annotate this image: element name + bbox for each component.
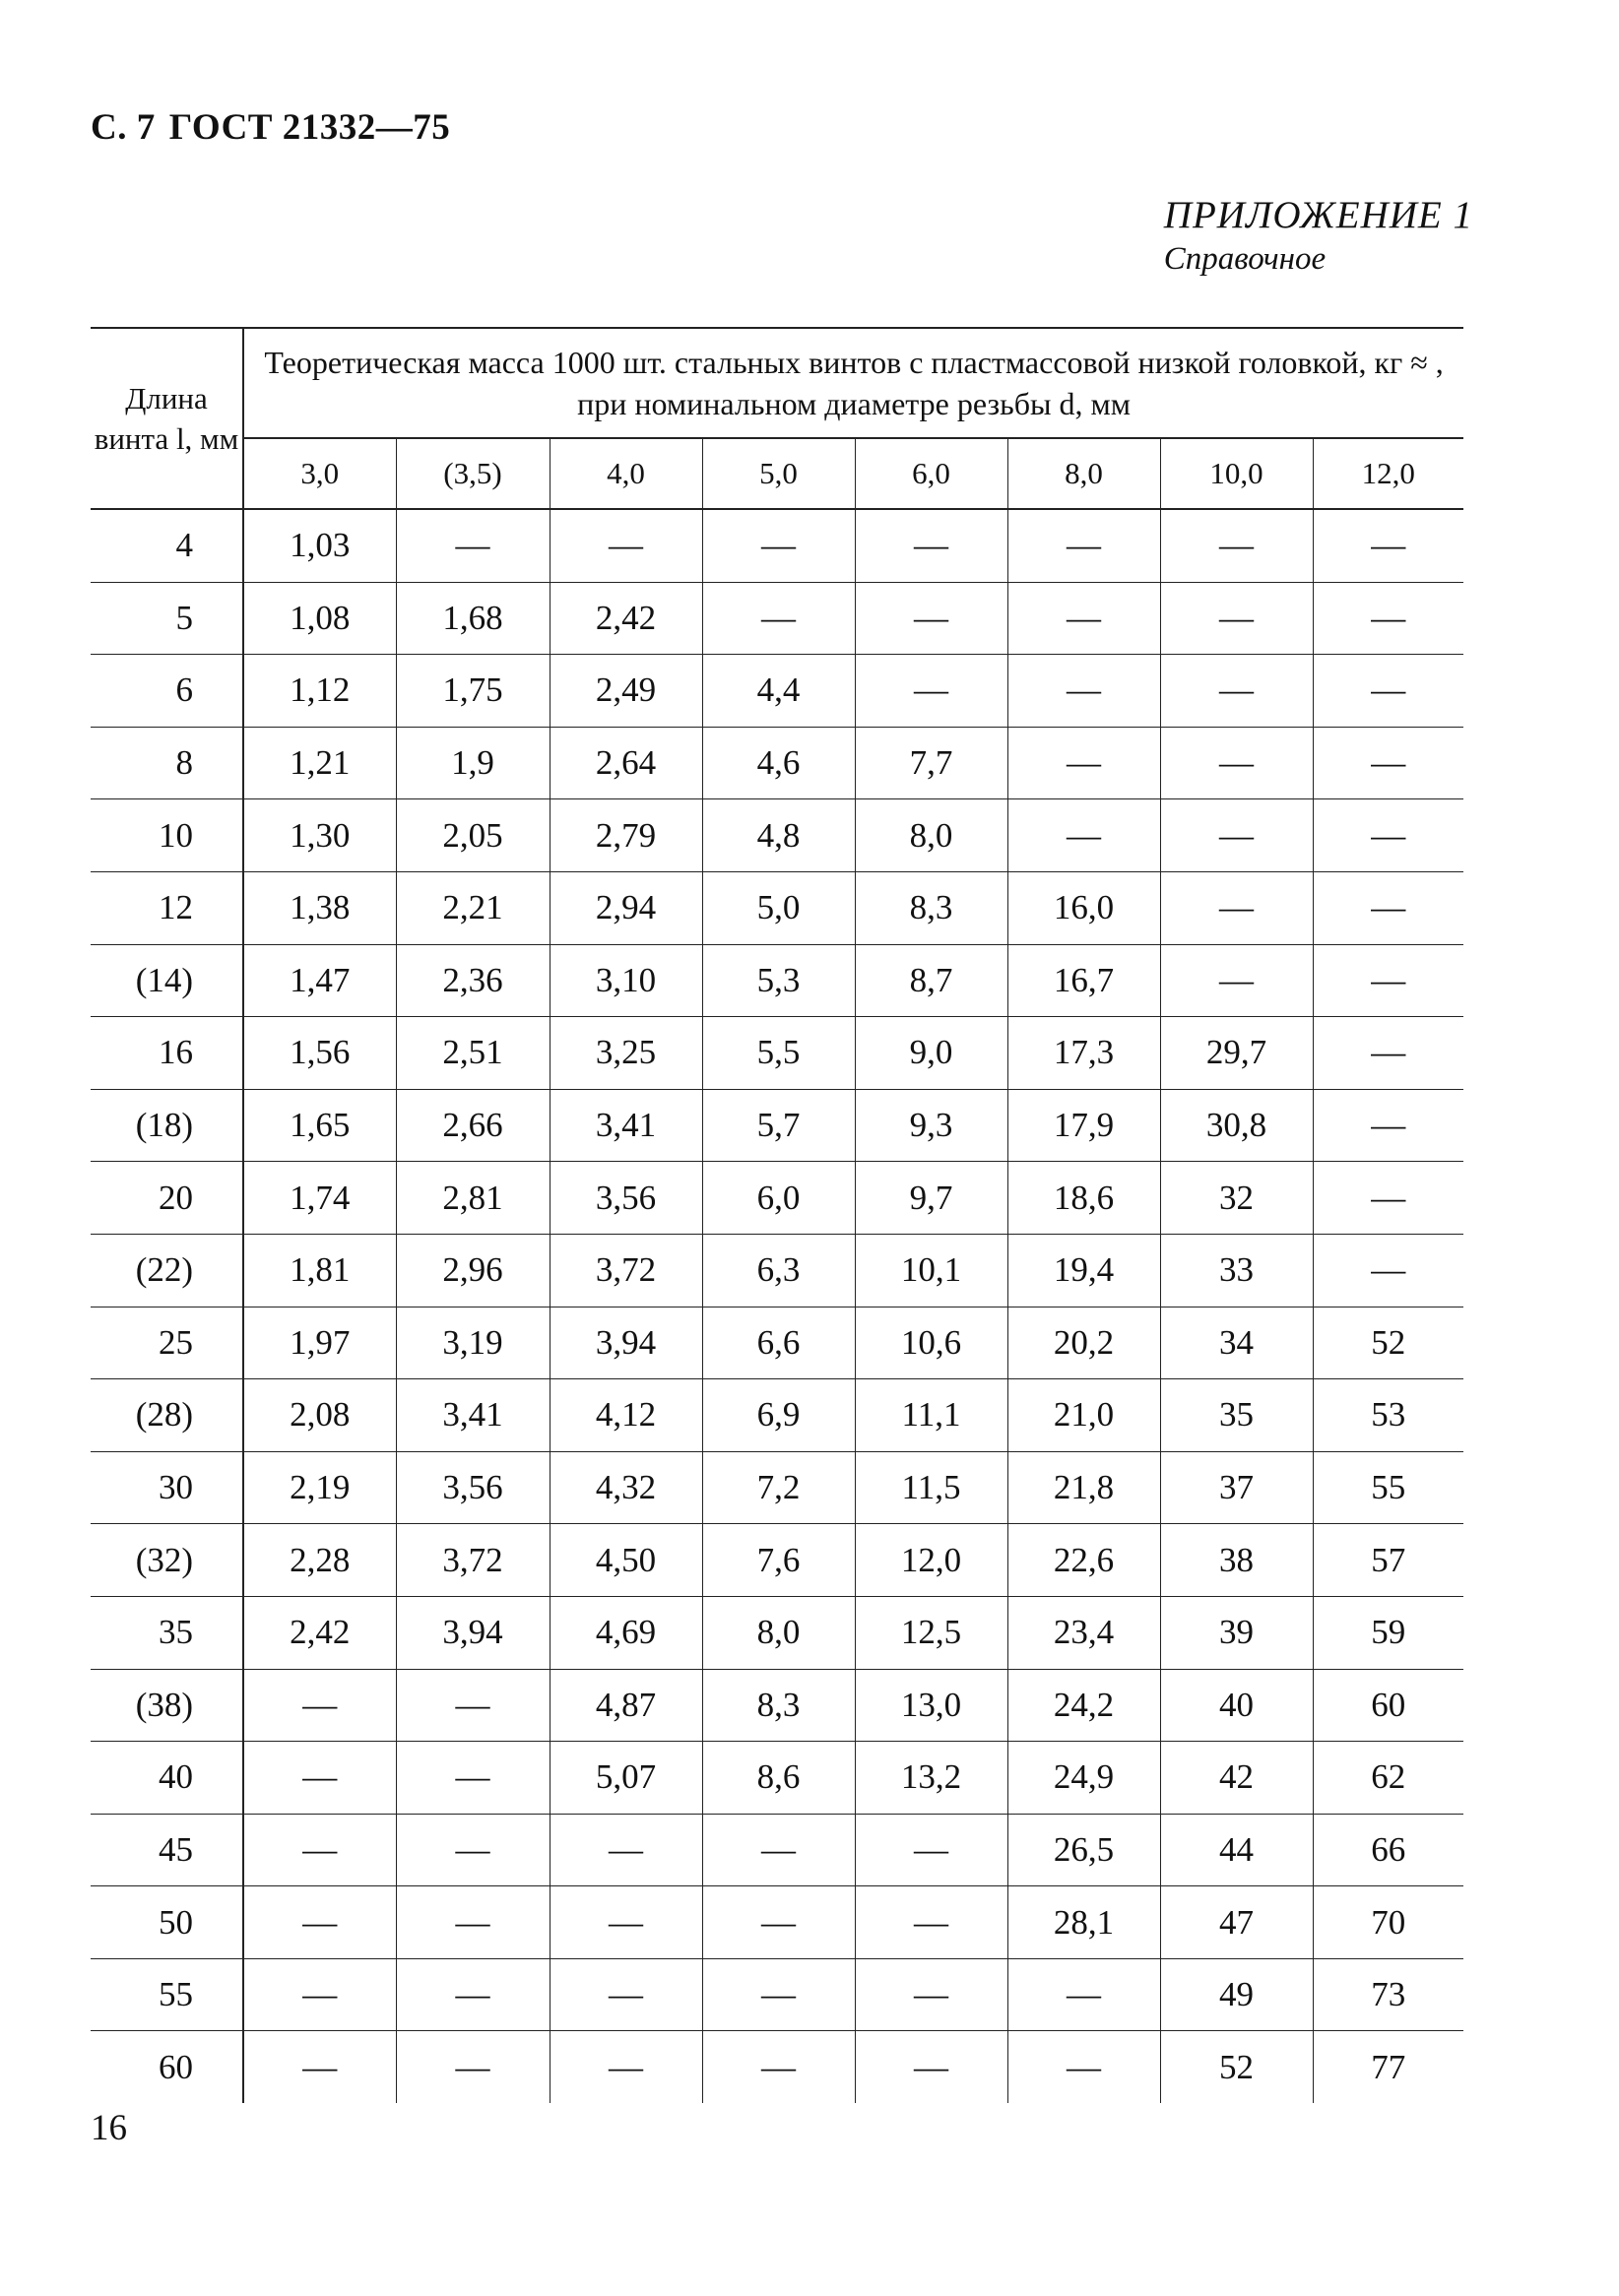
mass-cell: 23,4 <box>1007 1596 1160 1669</box>
length-cell: 5 <box>91 582 243 655</box>
mass-cell: — <box>1313 1017 1463 1090</box>
mass-cell: 8,3 <box>702 1669 855 1742</box>
mass-table <box>91 327 1463 2103</box>
mass-cell: 29,7 <box>1160 1017 1313 1090</box>
diameter-header-cell: 12,0 <box>1313 438 1463 509</box>
table-row <box>91 1162 1463 1235</box>
mass-cell: 2,79 <box>550 799 702 872</box>
mass-cell: — <box>855 1958 1007 2031</box>
mass-cell: — <box>855 509 1007 582</box>
mass-cell: 70 <box>1313 1886 1463 1959</box>
mass-cell: 26,5 <box>1007 1814 1160 1886</box>
mass-cell: 21,8 <box>1007 1451 1160 1524</box>
mass-cell: 38 <box>1160 1524 1313 1597</box>
table-row <box>91 727 1463 799</box>
mass-cell: 2,66 <box>396 1089 550 1162</box>
mass-cell: 3,19 <box>396 1307 550 1379</box>
mass-cell: — <box>243 1886 396 1959</box>
diameter-header-cell: 10,0 <box>1160 438 1313 509</box>
mass-cell: 2,49 <box>550 655 702 728</box>
length-cell: (28) <box>91 1379 243 1452</box>
mass-cell: 9,0 <box>855 1017 1007 1090</box>
table-row <box>91 1958 1463 2031</box>
mass-cell: 5,07 <box>550 1742 702 1815</box>
mass-cell: 8,6 <box>702 1742 855 1815</box>
table-row <box>91 655 1463 728</box>
mass-cell: — <box>1160 655 1313 728</box>
mass-cell: 1,65 <box>243 1089 396 1162</box>
diameter-header-row <box>91 438 1463 509</box>
mass-cell: — <box>1313 1162 1463 1235</box>
table-row <box>91 1742 1463 1815</box>
mass-cell: 10,1 <box>855 1234 1007 1307</box>
page-label: С. 7 <box>91 107 156 148</box>
mass-cell: — <box>1313 944 1463 1017</box>
mass-cell: 3,10 <box>550 944 702 1017</box>
mass-cell: — <box>1313 582 1463 655</box>
mass-cell: 5,0 <box>702 871 855 944</box>
mass-cell: 5,3 <box>702 944 855 1017</box>
mass-cell: — <box>550 1958 702 2031</box>
mass-cell: — <box>243 1958 396 2031</box>
mass-cell: 3,41 <box>550 1089 702 1162</box>
length-cell: 50 <box>91 1886 243 1959</box>
diameter-header-cell: 5,0 <box>702 438 855 509</box>
mass-cell: 19,4 <box>1007 1234 1160 1307</box>
length-cell: 55 <box>91 1958 243 2031</box>
mass-cell: 4,32 <box>550 1451 702 1524</box>
diameter-header-cell: 8,0 <box>1007 438 1160 509</box>
mass-cell: 18,6 <box>1007 1162 1160 1235</box>
mass-cell: — <box>1160 944 1313 1017</box>
mass-cell: — <box>1160 871 1313 944</box>
mass-cell: 35 <box>1160 1379 1313 1452</box>
table-row <box>91 944 1463 1017</box>
diameter-header-cell: (3,5) <box>396 438 550 509</box>
mass-cell: 1,9 <box>396 727 550 799</box>
mass-cell: 3,56 <box>550 1162 702 1235</box>
length-cell: 12 <box>91 871 243 944</box>
mass-cell: 1,30 <box>243 799 396 872</box>
mass-cell: — <box>1160 509 1313 582</box>
mass-cell: 24,9 <box>1007 1742 1160 1815</box>
standard-number: ГОСТ 21332—75 <box>168 107 451 148</box>
mass-cell: 4,87 <box>550 1669 702 1742</box>
mass-cell: 3,72 <box>550 1234 702 1307</box>
mass-cell: 1,56 <box>243 1017 396 1090</box>
mass-cell: 2,94 <box>550 871 702 944</box>
mass-cell: — <box>1313 509 1463 582</box>
mass-cell: 7,2 <box>702 1451 855 1524</box>
length-cell: 60 <box>91 2031 243 2103</box>
mass-cell: 8,7 <box>855 944 1007 1017</box>
table-row <box>91 871 1463 944</box>
length-cell: 8 <box>91 727 243 799</box>
mass-cell: — <box>855 1814 1007 1886</box>
mass-cell: — <box>243 1814 396 1886</box>
mass-cell: 12,5 <box>855 1596 1007 1669</box>
mass-cell: 1,38 <box>243 871 396 944</box>
mass-cell: 1,74 <box>243 1162 396 1235</box>
mass-cell: 4,8 <box>702 799 855 872</box>
mass-cell: 8,3 <box>855 871 1007 944</box>
mass-cell: 7,7 <box>855 727 1007 799</box>
mass-cell: — <box>1313 727 1463 799</box>
mass-cell: 12,0 <box>855 1524 1007 1597</box>
mass-cell: — <box>702 1886 855 1959</box>
mass-cell: 3,94 <box>550 1307 702 1379</box>
mass-cell: 10,6 <box>855 1307 1007 1379</box>
mass-cell: 6,9 <box>702 1379 855 1452</box>
mass-cell: 4,12 <box>550 1379 702 1452</box>
length-cell: 45 <box>91 1814 243 1886</box>
mass-cell: — <box>396 2031 550 2103</box>
mass-cell: 52 <box>1313 1307 1463 1379</box>
length-cell: 20 <box>91 1162 243 1235</box>
mass-cell: 34 <box>1160 1307 1313 1379</box>
length-cell: 10 <box>91 799 243 872</box>
mass-cell: 2,21 <box>396 871 550 944</box>
mass-cell: 2,05 <box>396 799 550 872</box>
table-row <box>91 509 1463 582</box>
mass-cell: 73 <box>1313 1958 1463 2031</box>
mass-cell: 37 <box>1160 1451 1313 1524</box>
mass-cell: 49 <box>1160 1958 1313 2031</box>
page-header <box>91 106 464 149</box>
mass-cell: — <box>1007 799 1160 872</box>
table-row <box>91 1596 1463 1669</box>
appendix-title: ПРИЛОЖЕНИЕ 1 <box>1163 194 1473 236</box>
page-number: 16 <box>91 2108 127 2148</box>
mass-cell: — <box>396 1814 550 1886</box>
length-cell: 6 <box>91 655 243 728</box>
mass-cell: — <box>1313 1089 1463 1162</box>
mass-cell: — <box>550 1886 702 1959</box>
length-cell: (22) <box>91 1234 243 1307</box>
mass-cell: — <box>1313 1234 1463 1307</box>
diameter-header-cell: 3,0 <box>243 438 396 509</box>
mass-cell: 44 <box>1160 1814 1313 1886</box>
mass-cell: 22,6 <box>1007 1524 1160 1597</box>
mass-cell: — <box>243 2031 396 2103</box>
length-cell: (18) <box>91 1089 243 1162</box>
mass-cell: 3,25 <box>550 1017 702 1090</box>
mass-cell: 13,0 <box>855 1669 1007 1742</box>
mass-cell: 6,3 <box>702 1234 855 1307</box>
mass-cell: — <box>855 1886 1007 1959</box>
table-row <box>91 1307 1463 1379</box>
mass-cell: 1,75 <box>396 655 550 728</box>
mass-cell: 9,3 <box>855 1089 1007 1162</box>
mass-cell: 1,97 <box>243 1307 396 1379</box>
mass-cell: 2,28 <box>243 1524 396 1597</box>
length-cell: 30 <box>91 1451 243 1524</box>
mass-cell: — <box>1007 2031 1160 2103</box>
mass-cell: — <box>855 2031 1007 2103</box>
mass-cell: 66 <box>1313 1814 1463 1886</box>
mass-cell: 55 <box>1313 1451 1463 1524</box>
mass-cell: 7,6 <box>702 1524 855 1597</box>
mass-cell: — <box>550 2031 702 2103</box>
mass-cell: 2,36 <box>396 944 550 1017</box>
table-row <box>91 1669 1463 1742</box>
mass-cell: 2,96 <box>396 1234 550 1307</box>
mass-cell: — <box>1007 582 1160 655</box>
mass-cell: — <box>702 1814 855 1886</box>
mass-cell: — <box>396 1669 550 1742</box>
mass-cell: 2,08 <box>243 1379 396 1452</box>
mass-cell: 3,94 <box>396 1596 550 1669</box>
mass-cell: — <box>855 582 1007 655</box>
mass-cell: 6,6 <box>702 1307 855 1379</box>
length-column-header: Длина винта l, мм <box>91 328 243 509</box>
mass-cell: 11,1 <box>855 1379 1007 1452</box>
mass-cell: 8,0 <box>702 1596 855 1669</box>
mass-cell: 40 <box>1160 1669 1313 1742</box>
mass-cell: 17,3 <box>1007 1017 1160 1090</box>
mass-cell: 13,2 <box>855 1742 1007 1815</box>
mass-cell: — <box>550 509 702 582</box>
mass-cell: — <box>1313 655 1463 728</box>
mass-cell: 1,12 <box>243 655 396 728</box>
length-cell: (38) <box>91 1669 243 1742</box>
length-cell: 35 <box>91 1596 243 1669</box>
mass-cell: — <box>243 1669 396 1742</box>
table-row <box>91 1379 1463 1452</box>
mass-cell: — <box>1160 799 1313 872</box>
mass-cell: 32 <box>1160 1162 1313 1235</box>
mass-column-header: Теоретическая масса 1000 шт. стальных винтов с пластмассовой низкой головкой, кг ≈ , при номинальном диаметре резьбы d, мм <box>243 328 1463 438</box>
mass-cell: 77 <box>1371 2047 1406 2086</box>
mass-cell: 53 <box>1313 1379 1463 1452</box>
mass-cell: 9,7 <box>855 1162 1007 1235</box>
mass-cell: 1,68 <box>396 582 550 655</box>
length-cell: 16 <box>91 1017 243 1090</box>
mass-cell: 1,81 <box>243 1234 396 1307</box>
mass-cell: — <box>1313 799 1463 872</box>
mass-cell: 5,7 <box>702 1089 855 1162</box>
mass-cell: 52 <box>1160 2031 1313 2103</box>
mass-cell: — <box>702 582 855 655</box>
mass-cell: 2,42 <box>550 582 702 655</box>
mass-cell: — <box>1007 1958 1160 2031</box>
diameter-header-cell: 4,0 <box>550 438 702 509</box>
mass-cell: 60 <box>1313 1669 1463 1742</box>
mass-cell: 4,6 <box>702 727 855 799</box>
mass-cell: — <box>702 2031 855 2103</box>
mass-cell: — <box>1007 655 1160 728</box>
mass-cell: — <box>702 509 855 582</box>
table-row <box>91 582 1463 655</box>
table-body <box>91 509 1463 2103</box>
mass-cell: 1,21 <box>243 727 396 799</box>
length-cell: 4 <box>91 509 243 582</box>
mass-cell: 59 <box>1313 1596 1463 1669</box>
mass-cell: 3,72 <box>396 1524 550 1597</box>
mass-cell: 5,5 <box>702 1017 855 1090</box>
length-cell: (32) <box>91 1524 243 1597</box>
appendix-heading <box>1164 193 1473 278</box>
mass-cell: 2,51 <box>396 1017 550 1090</box>
mass-cell: 2,64 <box>550 727 702 799</box>
mass-cell: 2,81 <box>396 1162 550 1235</box>
mass-cell: 11,5 <box>855 1451 1007 1524</box>
mass-cell: 1,08 <box>243 582 396 655</box>
mass-cell: 47 <box>1160 1886 1313 1959</box>
diameter-header-cell: 6,0 <box>855 438 1007 509</box>
mass-cell: 1,47 <box>243 944 396 1017</box>
mass-cell: — <box>1313 871 1463 944</box>
mass-cell: 1,03 <box>243 509 396 582</box>
mass-cell: — <box>396 1958 550 2031</box>
mass-cell: 62 <box>1313 1742 1463 1815</box>
mass-cell: 16,0 <box>1007 871 1160 944</box>
mass-cell: — <box>1160 727 1313 799</box>
mass-cell: — <box>1007 727 1160 799</box>
mass-cell: 17,9 <box>1007 1089 1160 1162</box>
mass-cell: 33 <box>1160 1234 1313 1307</box>
mass-cell: 2,19 <box>243 1451 396 1524</box>
table-row <box>91 2031 1463 2103</box>
mass-cell: 16,7 <box>1007 944 1160 1017</box>
mass-cell: — <box>702 1958 855 2031</box>
mass-cell: 20,2 <box>1007 1307 1160 1379</box>
mass-cell: 6,0 <box>702 1162 855 1235</box>
mass-cell: — <box>550 1814 702 1886</box>
mass-cell: — <box>1160 582 1313 655</box>
mass-cell: 3,56 <box>396 1451 550 1524</box>
table-row <box>91 1234 1463 1307</box>
mass-cell: 2,42 <box>243 1596 396 1669</box>
table-row <box>91 1451 1463 1524</box>
table-row <box>91 799 1463 872</box>
mass-cell: 42 <box>1160 1742 1313 1815</box>
mass-cell: 3,41 <box>396 1379 550 1452</box>
table-row <box>91 1017 1463 1090</box>
mass-cell: 4,4 <box>702 655 855 728</box>
table-row <box>91 1886 1463 1959</box>
mass-cell: 57 <box>1313 1524 1463 1597</box>
mass-cell: 24,2 <box>1007 1669 1160 1742</box>
mass-cell: — <box>396 1742 550 1815</box>
mass-cell: — <box>855 655 1007 728</box>
length-cell: 40 <box>91 1742 243 1815</box>
appendix-subtitle: Справочное <box>1163 241 1327 277</box>
mass-cell: 8,0 <box>855 799 1007 872</box>
mass-cell: 4,69 <box>550 1596 702 1669</box>
mass-cell: 39 <box>1160 1596 1313 1669</box>
mass-cell: — <box>243 1742 396 1815</box>
table-row <box>91 1089 1463 1162</box>
mass-cell: 28,1 <box>1007 1886 1160 1959</box>
length-cell: (14) <box>91 944 243 1017</box>
table-row <box>91 1814 1463 1886</box>
table-row <box>91 1524 1463 1597</box>
mass-cell: — <box>396 509 550 582</box>
length-cell: 25 <box>91 1307 243 1379</box>
mass-cell: — <box>1007 509 1160 582</box>
mass-cell: 4,50 <box>550 1524 702 1597</box>
mass-cell: — <box>396 1886 550 1959</box>
mass-cell: 21,0 <box>1007 1379 1160 1452</box>
mass-cell: 30,8 <box>1160 1089 1313 1162</box>
